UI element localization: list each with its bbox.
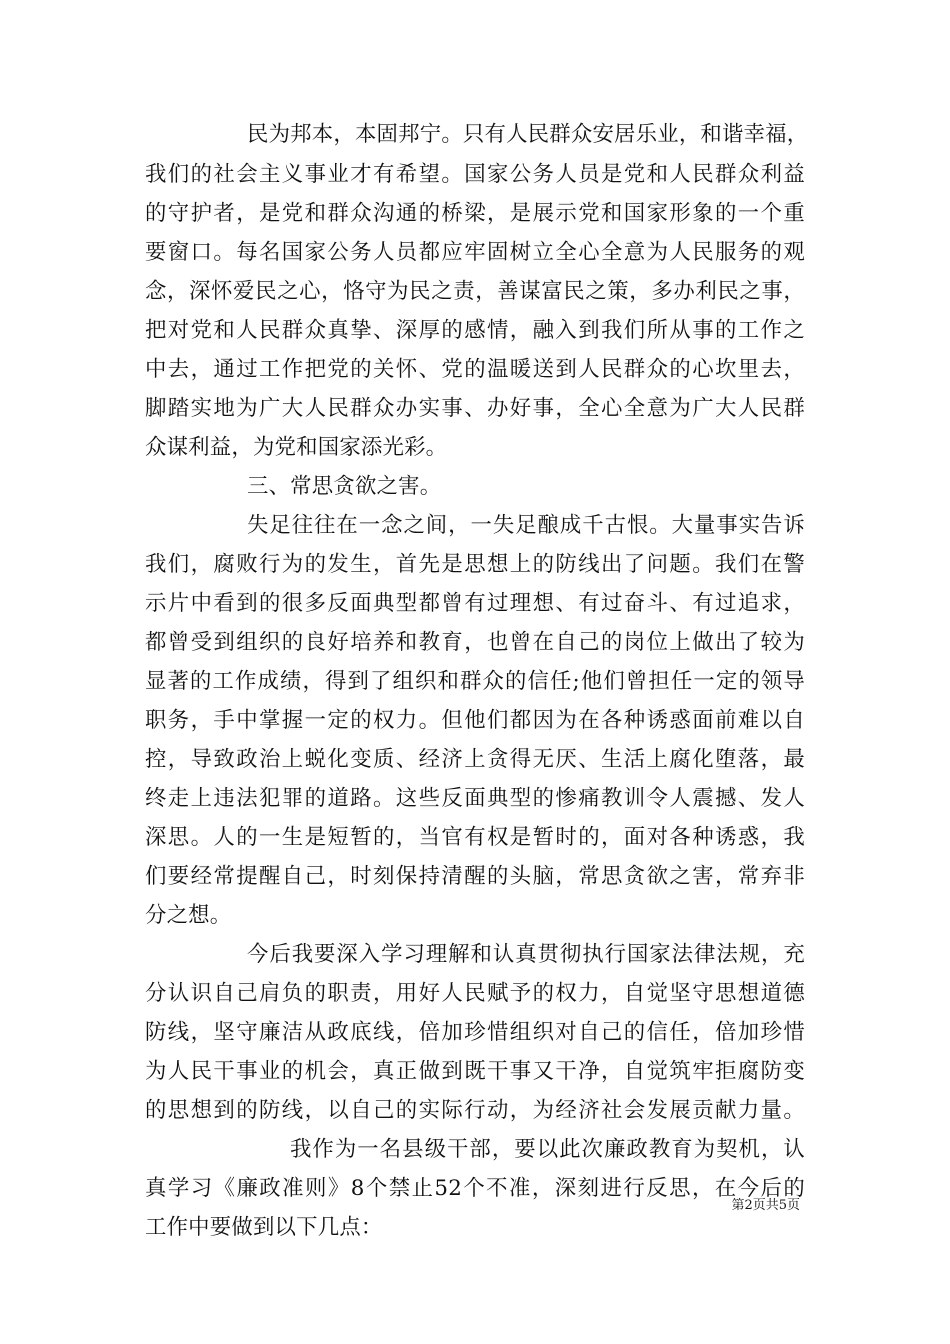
paragraph-line: 今后我要深入学习理解和认真贯彻执行国家法律法规，充 <box>247 942 805 967</box>
paragraph-line: 控，导致政治上蜕化变质、经济上贪得无厌、生活上腐化堕落，最 <box>145 747 805 772</box>
paragraph-line: 深思。人的一生是短暂的，当官有权是暂时的，面对各种诱惑，我 <box>145 825 805 850</box>
paragraph-line: 工作中要做到以下几点： <box>145 1215 383 1240</box>
page-number: 第2页共5页 <box>731 1198 800 1213</box>
paragraph-line: 终走上违法犯罪的道路。这些反面典型的惨痛教训令人震撼、发人 <box>145 786 805 811</box>
section-heading: 三、常思贪欲之害。 <box>247 474 442 499</box>
paragraph-line: 真学习《廉政准则》8个禁止52个不准，深刻进行反思，在今后的 <box>145 1176 805 1201</box>
paragraph-line: 分之想。 <box>145 903 232 928</box>
paragraph-line: 都曾受到组织的良好培养和教育，也曾在自己的岗位上做出了较为 <box>145 630 805 655</box>
paragraph-line: 分认识自己肩负的职责，用好人民赋予的权力，自觉坚守思想道德 <box>145 981 805 1006</box>
paragraph-line: 要窗口。每名国家公务人员都应牢固树立全心全意为人民服务的观 <box>145 240 805 265</box>
paragraph-line: 示片中看到的很多反面典型都曾有过理想、有过奋斗、有过追求， <box>145 591 805 616</box>
paragraph-line: 脚踏实地为广大人民群众办实事、办好事，全心全意为广大人民群 <box>145 396 805 421</box>
paragraph-line: 的守护者，是党和群众沟通的桥梁，是展示党和国家形象的一个重 <box>145 201 805 226</box>
paragraph-line: 我们的社会主义事业才有希望。国家公务人员是党和人民群众利益 <box>145 162 805 187</box>
paragraph-line: 防线，坚守廉洁从政底线，倍加珍惜组织对自己的信任，倍加珍惜 <box>145 1020 805 1045</box>
paragraph-line: 中去，通过工作把党的关怀、党的温暖送到人民群众的心坎里去， <box>145 357 805 382</box>
paragraph-line: 我作为一名县级干部，要以此次廉政教育为契机，认 <box>290 1137 805 1162</box>
paragraph-line: 为人民干事业的机会，真正做到既干事又干净，自觉筑牢拒腐防变 <box>145 1059 805 1084</box>
paragraph-line: 民为邦本，本固邦宁。只有人民群众安居乐业，和谐幸福， <box>247 122 809 147</box>
paragraph-line: 显著的工作成绩，得到了组织和群众的信任;他们曾担任一定的领导 <box>145 669 805 694</box>
paragraph-line: 们要经常提醒自己，时刻保持清醒的头脑，常思贪欲之害，常弃非 <box>145 864 805 889</box>
paragraph-line: 的思想到的防线，以自己的实际行动，为经济社会发展贡献力量。 <box>145 1098 805 1123</box>
paragraph-line: 把对党和人民群众真挚、深厚的感情，融入到我们所从事的工作之 <box>145 318 805 343</box>
paragraph-line: 念，深怀爱民之心，恪守为民之责，善谋富民之策，多办利民之事， <box>145 279 805 304</box>
paragraph-line: 众谋利益，为党和国家添光彩。 <box>145 435 448 460</box>
paragraph-line: 失足往往在一念之间，一失足酿成千古恨。大量事实告诉 <box>247 513 805 538</box>
paragraph-line: 我们，腐败行为的发生，首先是思想上的防线出了问题。我们在警 <box>145 552 805 577</box>
paragraph-line: 职务，手中掌握一定的权力。但他们都因为在各种诱惑面前难以自 <box>145 708 805 733</box>
